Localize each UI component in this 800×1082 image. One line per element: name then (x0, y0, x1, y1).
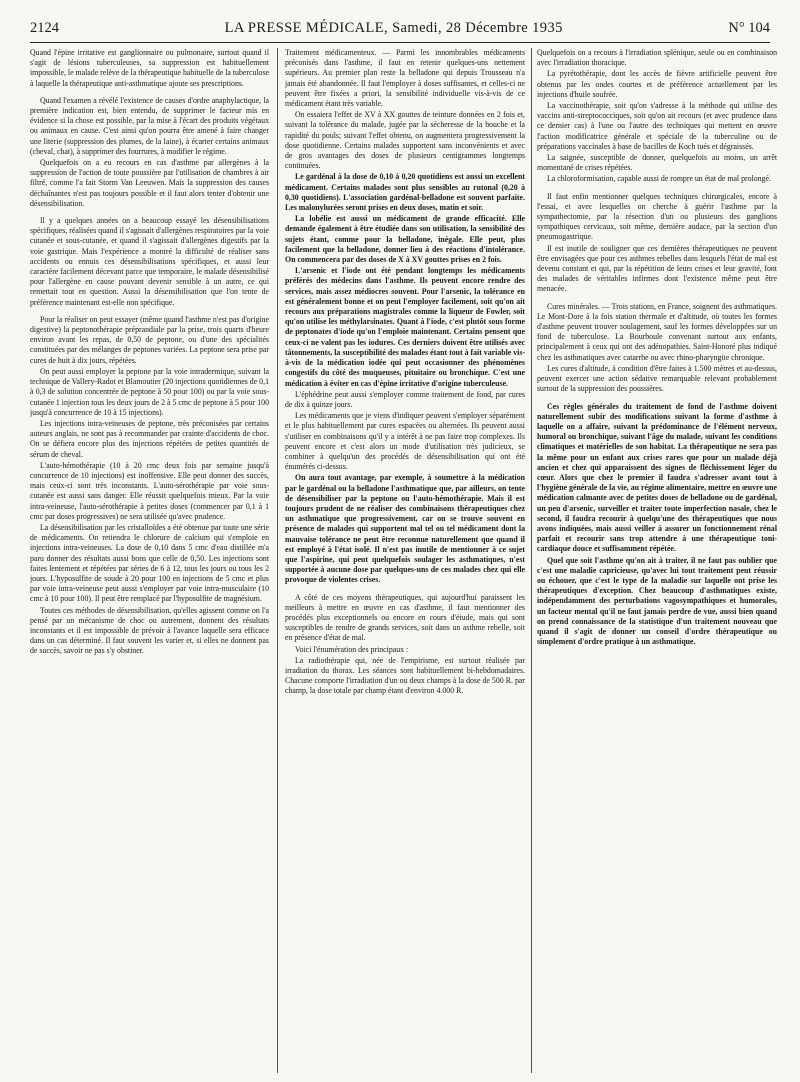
paragraph: On aura tout avantage, par exemple, à soumettre à la médication par le gardénal ou la belladone l'asthmatique que, par ailleurs, on tente de désensibiliser par la peptone ou l'auto-hémothérapie. Mais il est toujours prudent de ne réaliser des combinaisons thérapeutiques chez un asthmatique que progressivement, car on se trouve souvent en présence de malades qui supportent mal tel ou tel médicament dont la mauvaise tolérance ne peut être reconnue naturellement que quand il est employé à l'état isolé. Il n'est pas inutile de mentionner à ce sujet que l'aspirine, qui peut quelquefois soulager les asthmatiques, n'est supportée à aucune dose par quelques-uns de ces malades chez qui elle provoque de violentes crises. (285, 473, 525, 585)
paragraph: L'éphédrine peut aussi s'employer comme traitement de fond, par cures de dix à quinze jours. (285, 389, 525, 409)
paragraph: Les injections intra-veineuses de peptone, très préconisées par certains auteurs anglais, ne sont pas à recommander par crainte d'accidents de choc. On se défiera encore plus des injections répétées de petites quantités de sérum de cheval. (30, 418, 269, 459)
column-1 (30, 48, 269, 1073)
paragraph: On essaiera l'effet de XV à XX gouttes de teinture données en 2 fois et, suivant la tolérance du malade, jugée par la sécheresse de la bouche et la rapidité du pouls; suivant l'effet obtenu, on augmentera progressivement la dose quotidienne. Certains malades supportent sans inconvénients et avec de gros avantages des doses de plusieurs centigrammes longtemps continuées. (285, 110, 525, 171)
paragraph: Quelquefois on a recours à l'irradiation splénique, seule ou en combinaison avec l'irradiation thoracique. (537, 48, 777, 68)
paragraph: Quand l'épine irritative est ganglionnaire ou pulmonaire, surtout quand il s'agit de lésions tuberculeuses, sa suppression est habituellement impossible, le malade relève de la thérapeutique habituelle de la tuberculose à laquelle la thérapeutique anti-asthmatique ajoute ses prescriptions. (30, 48, 269, 88)
paragraph: La pyrétothérapie, dont les accès de fièvre artificielle peuvent être obtenus par les ondes courtes et de préférence actuellement par les injections d'huile soufrée. (537, 69, 777, 99)
journal-title: LA PRESSE MÉDICALE, Samedi, 28 Décembre 1935 (224, 20, 563, 36)
paragraph: L'arsenic et l'iode ont été pendant longtemps les médicaments préférés des médecins dans l'asthme. Ils peuvent encore rendre des services, mais assez médiocres souvent. Pour l'arsenic, la tolérance en est généralement bonne et on peut l'employer facilement, soit qu'on ait recours aux préparations magistrales comme la liqueur de Fowler, soit qu'on utilise les méthylarsinates. Quant à l'iode, c'est plutôt sous forme de peptonates d'iode qu'on l'emploie maintenant. Certains pensent que ceux-ci ne valent pas les iodures. Ces derniers doivent être utilisés avec tâtonnements, la susceptibilité des malades étant tout à fait variable vis-à-vis de la médication iodée qui peut occasionner des phénomènes congestifs du côté des muqueuses, pituitaire ou bronchique. C'est une médication à éviter en cas d'épine irritative d'origine tuberculeuse. (285, 266, 525, 388)
issue-number: N° 104 (728, 20, 770, 36)
paragraph: Toutes ces méthodes de désensibilisation, qu'elles agissent comme on l'a pensé par un mécanisme de choc ou autrement, donnent des résultats inconstants et il est impossible de prévoir à l'avance laquelle sera efficace dans un cas déterminé. Il faut souvent les varier et, si elles ne donnent pas de succès, savoir ne pas s'y obstiner. (30, 605, 269, 656)
section-heading-paragraph: Traitement médicamenteux. — Parmi les innombrables médicaments préconisés dans l'asthme, il faut en retenir quelques-uns nettement supérieurs. Au premier plan reste la belladone qui depuis Trousseau n'a jamais été abandonnée. Il faut l'employer à doses suffisantes, et celles-ci ne peuvent être fixées a priori, la sensibilité individuelle vis-à-vis de ce médicament étant très variable. (285, 48, 525, 109)
section-heading-paragraph: Cures minérales. — Trois stations, en France, soignent des asthmatiques. Le Mont-Dore à la fois station thermale et d'altitude, où toutes les formes d'asthme peuvent trouver soulagement, sauf les formes développées sur un fond de tuberculose. La Bourboule convenant surtout aux enfants, principalement à ceux qui ont des adénopathies. Saint-Honoré plus indiqué chez les asthmatiques avec catarrhe ou avec rhino-pharyngite chronique. (537, 301, 777, 362)
column-2 (285, 48, 525, 1073)
page-header (30, 20, 770, 40)
paragraph: On peut aussi employer la peptone par la voie intradermique, suivant la technique de Vallery-Radot et Blamoutier (20 injections quotidiennes de 0,1 à 0,3 de solution concentrée de peptone à 50 pour 100) ou par la voie sous-cutanée 1 injection tous les deux jours de 2 à 5 cmc de peptone à 5 pour 100 jusqu'à concurrence de 10 à 15 injections). (30, 366, 269, 417)
paragraph: Quand l'examen a révélé l'existence de causes d'ordre anaphylactique, la première indication est, bien entendu, de supprimer le facteur mis en évidence si la chose est possible, par la mise à l'écart des produits végétaux ou animaux en cause. C'est ainsi qu'on pourra être amené à faire changer une literie (suppression des plumes, de la laine), à écarter certains animaux (cheval, chat), à supprimer des fourrures, à modifier le régime. (30, 95, 269, 156)
paragraph: La chloroformisation, capable aussi de rompre un état de mal prolongé. (547, 174, 771, 184)
paragraph: Quel que soit l'asthme qu'on ait à traiter, il ne faut pas oublier que c'est une maladie capricieuse, qu'avec lui tout traitement peut réussir ou échouer, que c'est le type de la maladie sur laquelle ont prise les thérapeutiques d'exception. Chez beaucoup d'asthmatiques existe, indépendamment des perturbations vagosympathiques et humorales, un facteur mental qu'il ne faut jamais perdre de vue, aussi bien quand on prend connaissance de la statistique d'un traitement nouveau que quand il s'agit de donner un conseil d'ordre thérapeutique ou simplement d'ordre pratique à un asthmatique. (537, 555, 777, 647)
paragraph: Le gardénal à la dose de 0,10 à 0,20 quotidiens est aussi un excellent médicament. Certains malades sont plus sensibles au rutonal (0,20 à 0,30 quotidiens). L'association gardénal-belladone est souvent parfaite. Les malonylurées seront prises en deux doses, matin et soir. (285, 172, 525, 213)
paragraph: Pour la réaliser on peut essayer (même quand l'asthme n'est pas d'origine digestive) la peptonothérapie préprandiale par la prise, trois quarts d'heure environ avant les repas, de 0,50 de peptone, ou d'une des spécialités constituées par des mélanges de peptones variées. La peptone sera prise par cures de huit à dix jours, répétées. (30, 314, 269, 365)
paragraph: Quelquefois on a eu recours en cas d'asthme par allergènes à la suppression de l'action de toute poussière par l'utilisation de chambres à air filtré, comme l'a fait Storm Van Leeuwen. Mais la suppression des causes déchaînantes n'est pas toujours possible et il faut alors tenter d'obtenir une désensibilisation. (30, 158, 269, 208)
column-divider-2 (531, 48, 532, 1073)
paragraph: Il faut enfin mentionner quelques techniques chirurgicales, encore à l'essai, et avec lesquelles on cherche à guérir l'asthme par la sympathectomie, par la résection d'un ou plusieurs des ganglions sympathiques cervicaux, soit même, dernière audace, par la section d'un pneumogastrique. (537, 191, 777, 242)
paragraph: La radiothérapie qui, née de l'empirisme, est surtout réalisée par irradiation du thorax. Les séances sont habituellement bi-hebdomadaires. Chacune comporte l'irradiation d'un ou deux champs à la dose de 500 R. par champ, la dose totale par champ étant d'environ 4.000 R. (285, 655, 525, 696)
paragraph: Il est inutile de souligner que ces dernières thérapeutiques ne peuvent être envisagées que pour ces asthmes rebelles dans lesquels l'état de mal est devenu constant et qui, par la répétition de leurs crises et leur gravité, font des malades de véritables infirmes dont l'existence même peut être menacée. (537, 243, 777, 294)
column-divider-1 (277, 48, 278, 1073)
paragraph: La vaccinothérapie, soit qu'on s'adresse à la méthode qui utilise des vaccins anti-streptococciques, soit qu'on ait recours (et avec prudence dans ce dernier cas) à l'une ou l'autre des techniques qui mettent en œuvre l'action modificatrice générale et spéciale de la tuberculine ou de préparations vaccinales à base de bacilles de Koch tués et dégraissés. (537, 101, 777, 151)
column-3 (537, 48, 777, 1073)
paragraph: Les cures d'altitude, à condition d'être faites à 1.500 mètres et au-dessus, peuvent exercer une action sédative remarquable relevant probablement surtout de la suppression des poussières. (537, 363, 777, 394)
page-number: 2124 (30, 20, 59, 36)
paragraph: La saignée, susceptible de donner, quelquefois au moins, un arrêt momentané de crises répétées. (537, 153, 777, 173)
paragraph: La désensibilisation par les cristalloïdes a été obtenue par toute une série de médicaments. On retiendra le chlorure de calcium qui s'emploie en injections intra-veineuses. La dose de 0,10 dans 5 cmc d'eau distillée m'a paru donner des résultats aussi bons que celle de 0,50. Les injections sont faites lentement et répétées par séries de 6 à 12, tous les jours ou tous les 2 jours. L'hyposulfite de soude à 20 pour 100 en injections de 5 cmc et plus par voie intra-veineuse peut aussi s'employer par voie intra-musculaire (10 cmc à 10 pour 100). Il peut être remplacé par l'hyposulfite de magnésium. (30, 522, 269, 604)
paragraph: Les médicaments que je viens d'indiquer peuvent s'employer séparément et le plus habituellement par cures espacées ou alternées. Ils peuvent aussi s'utiliser en combinaisons qu'il y a intérêt à ne pas faire trop complexes. Ils peuvent encore et c'est alors un mode d'utilisation très judicieux, se combiner à quelqu'un des procédés de désensibilisation qui ont été énumérés ci-dessus. (285, 411, 525, 472)
header-rule (30, 42, 770, 43)
paragraph: L'auto-hémothérapie (10 à 20 cmc deux fois par semaine jusqu'à concurrence de 10 injections) est inoffensive. Elle peut donner des succès, mais ceux-ci sont très inconstants. L'auto-sérothérapie par voie sous-cutanée est aussi sans danger. Elle réussit quelquefois mieux. Par la voie intra-veineuse, l'auto-sérothérapie à petites doses (commencer par 0,1 à 1 cmc par doses progressives) ne sera utilisée qu'avec prudence. (30, 460, 269, 521)
paragraph: A côté de ces moyens thérapeutiques, qui aujourd'hui paraissent les meilleurs à mettre en œuvre en cas d'asthme, il faut mentionner des procédés plus exceptionnels ou encore en cours d'étude, mais qui sont susceptibles de rendre de grands services, soit dans un asthme rebelle, soit en présence d'état de mal. (285, 592, 525, 643)
paragraph: Il y a quelques années on a beaucoup essayé les désensibilisations spécifiques, réalisées quand il s'agissait d'allergènes respiratoires par la voie cutanée et sous-cutanée, et quand il s'agissait d'allergènes digestifs par la voie gastrique. Mais l'expérience a montré la difficulté de réaliser sans accidents ou ennuis ces désensibilisations spécifiques, et aussi leur caractère facilement décevant parce que temporaire, le malade désensibilisé pour l'allergène en cause pouvant devenir sensible à un autre, ce qui remettait tout en question. Aussi la désensibilisation que l'on tente de préférence maintenant est-elle non spécifique. (30, 216, 269, 307)
paragraph: La lobélie est aussi un médicament de grande efficacité. Elle demande également à être étudiée dans son utilisation, la sensibilité des sujets étant, comme pour la belladone, inégale. Elle peut, plus facilement que la belladone, donner lieu à des réactions d'intolérance. On commencera par des doses de X à XV gouttes prises en 2 fois. (285, 214, 525, 265)
paragraph: Voici l'énumération des principaux : (295, 644, 409, 654)
paragraph: Ces règles générales du traitement de fond de l'asthme doivent naturellement subir des modifications suivant la forme d'asthme à laquelle on a affaire, suivant la prédominance de l'élément nerveux, humoral ou bronchique, suivant l'âge du malade, suivant les conditions climatiques et matérielles de son habitat. La thérapeutique ne sera pas la même pour un enfant aux crises rares que pour un malade déjà ancien et chez qui apparaissent des signes de fléchissement léger du cœur. Alors que chez le premier il faudra s'adresser avant tout à l'hygiène générale de la vie, au régime alimentaire, mettre en œuvre une médication calmante avec de petites doses de belladone ou de gardénal, un peu d'arsenic, surveiller et traiter toute imperfection nasale, chez le second, il faudra recourir à quelqu'une des thérapeutiques que nous avons indiquées, mais aussi veiller à assurer un fonctionnement rénal parfait et recourir sans trop attendre à une thérapeutique toni-cardiaque douce et suffisamment répétée. (537, 401, 777, 554)
